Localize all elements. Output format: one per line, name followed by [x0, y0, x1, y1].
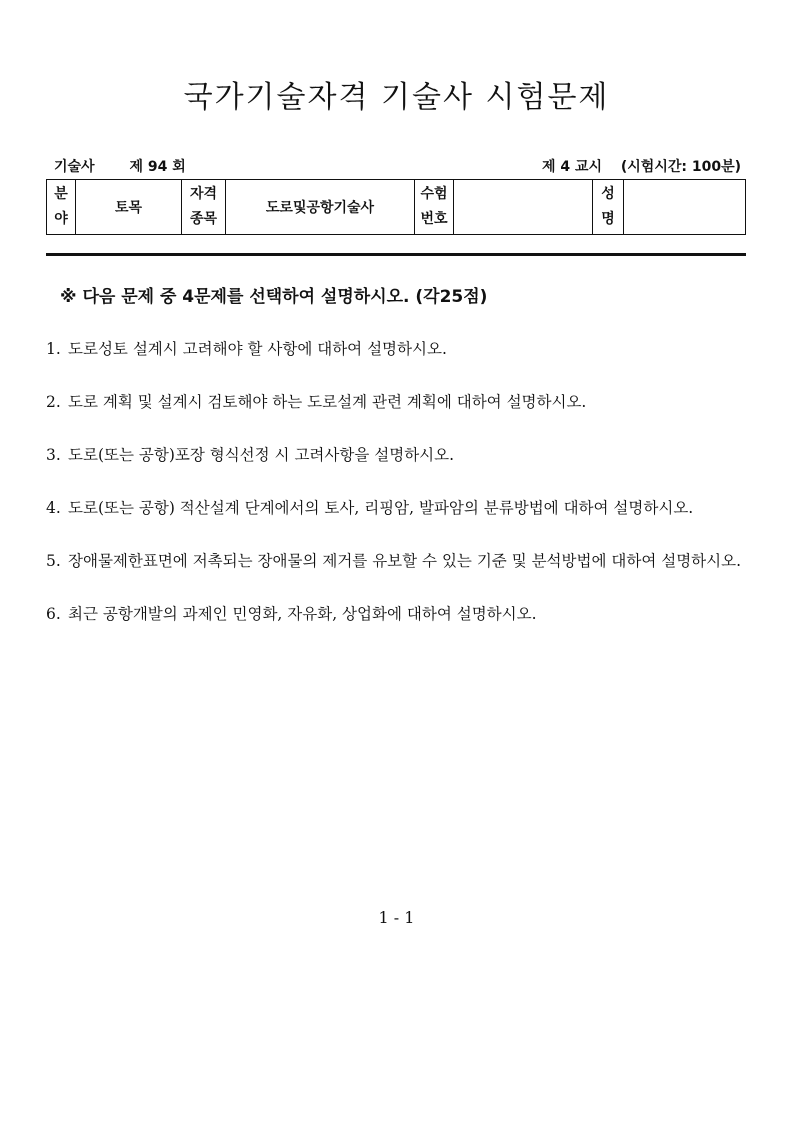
question-item: [46, 442, 748, 469]
exam-period: 제 4 교시: [541, 159, 602, 175]
instruction: ※ 다음 문제 중 4문제를 선택하여 설명하시오. (각25점): [60, 287, 488, 307]
field-value: 토목: [76, 180, 182, 235]
question-text: 도로(또는 공항) 적산설계 단계에서의 토사, 리핑암, 발파암의 분류방법에 대하여 설명하시오.: [68, 499, 694, 517]
exam-meta-left: [54, 156, 186, 176]
question-text: 최근 공항개발의 과제인 민영화, 자유화, 상업화에 대하여 설명하시오.: [68, 605, 537, 623]
qualification-value: 도로및공항기술사: [226, 180, 415, 235]
question-item: [46, 336, 748, 363]
name-label-top: 성: [601, 186, 615, 202]
divider: [46, 253, 746, 256]
question-number: 2.: [46, 393, 61, 411]
name-label: [593, 180, 624, 235]
question-text: 장애물제한표면에 저촉되는 장애물의 제거를 유보할 수 있는 기준 및 분석방법에 대하여 설명하시오.: [68, 552, 742, 570]
field-label-top: 분: [54, 186, 68, 202]
name-label-bottom: 명: [601, 211, 615, 227]
qualification-label-bottom: 종목: [189, 211, 218, 227]
field-label-bottom: 야: [54, 211, 68, 227]
question-number: 5.: [46, 552, 61, 570]
qualification-label-top: 자격: [189, 186, 218, 202]
exam-category: 기술사: [54, 159, 95, 175]
name-field[interactable]: [624, 180, 746, 235]
question-text: 도로 계획 및 설계시 검토해야 하는 도로설계 관련 계획에 대하여 설명하시오.: [68, 393, 587, 411]
field-label: [47, 180, 76, 235]
page-title: 국가기술자격 기술사 시험문제: [183, 80, 610, 115]
exam-number-label-top: 수험: [420, 186, 448, 202]
question-item: [46, 495, 748, 522]
question-list: [46, 336, 748, 654]
question-item: [46, 548, 748, 575]
exam-time: (시험시간: 100분): [620, 159, 741, 175]
exam-info-table: [46, 179, 746, 235]
question-number: 1.: [46, 340, 61, 358]
question-item: [46, 389, 748, 416]
exam-number-field[interactable]: [454, 180, 593, 235]
question-number: 4.: [46, 499, 61, 517]
question-item: [46, 601, 748, 628]
qualification-label: [182, 180, 226, 235]
exam-number-label-bottom: 번호: [420, 211, 448, 227]
exam-round: 제 94 회: [129, 159, 186, 175]
question-text: 도로성토 설계시 고려해야 할 사항에 대하여 설명하시오.: [68, 340, 447, 358]
exam-meta-right: [542, 156, 741, 176]
page-number: 1 - 1: [378, 908, 415, 927]
question-number: 6.: [46, 605, 61, 623]
question-text: 도로(또는 공항)포장 형식선정 시 고려사항을 설명하시오.: [68, 446, 455, 464]
exam-number-label: [415, 180, 454, 235]
question-number: 3.: [46, 446, 61, 464]
